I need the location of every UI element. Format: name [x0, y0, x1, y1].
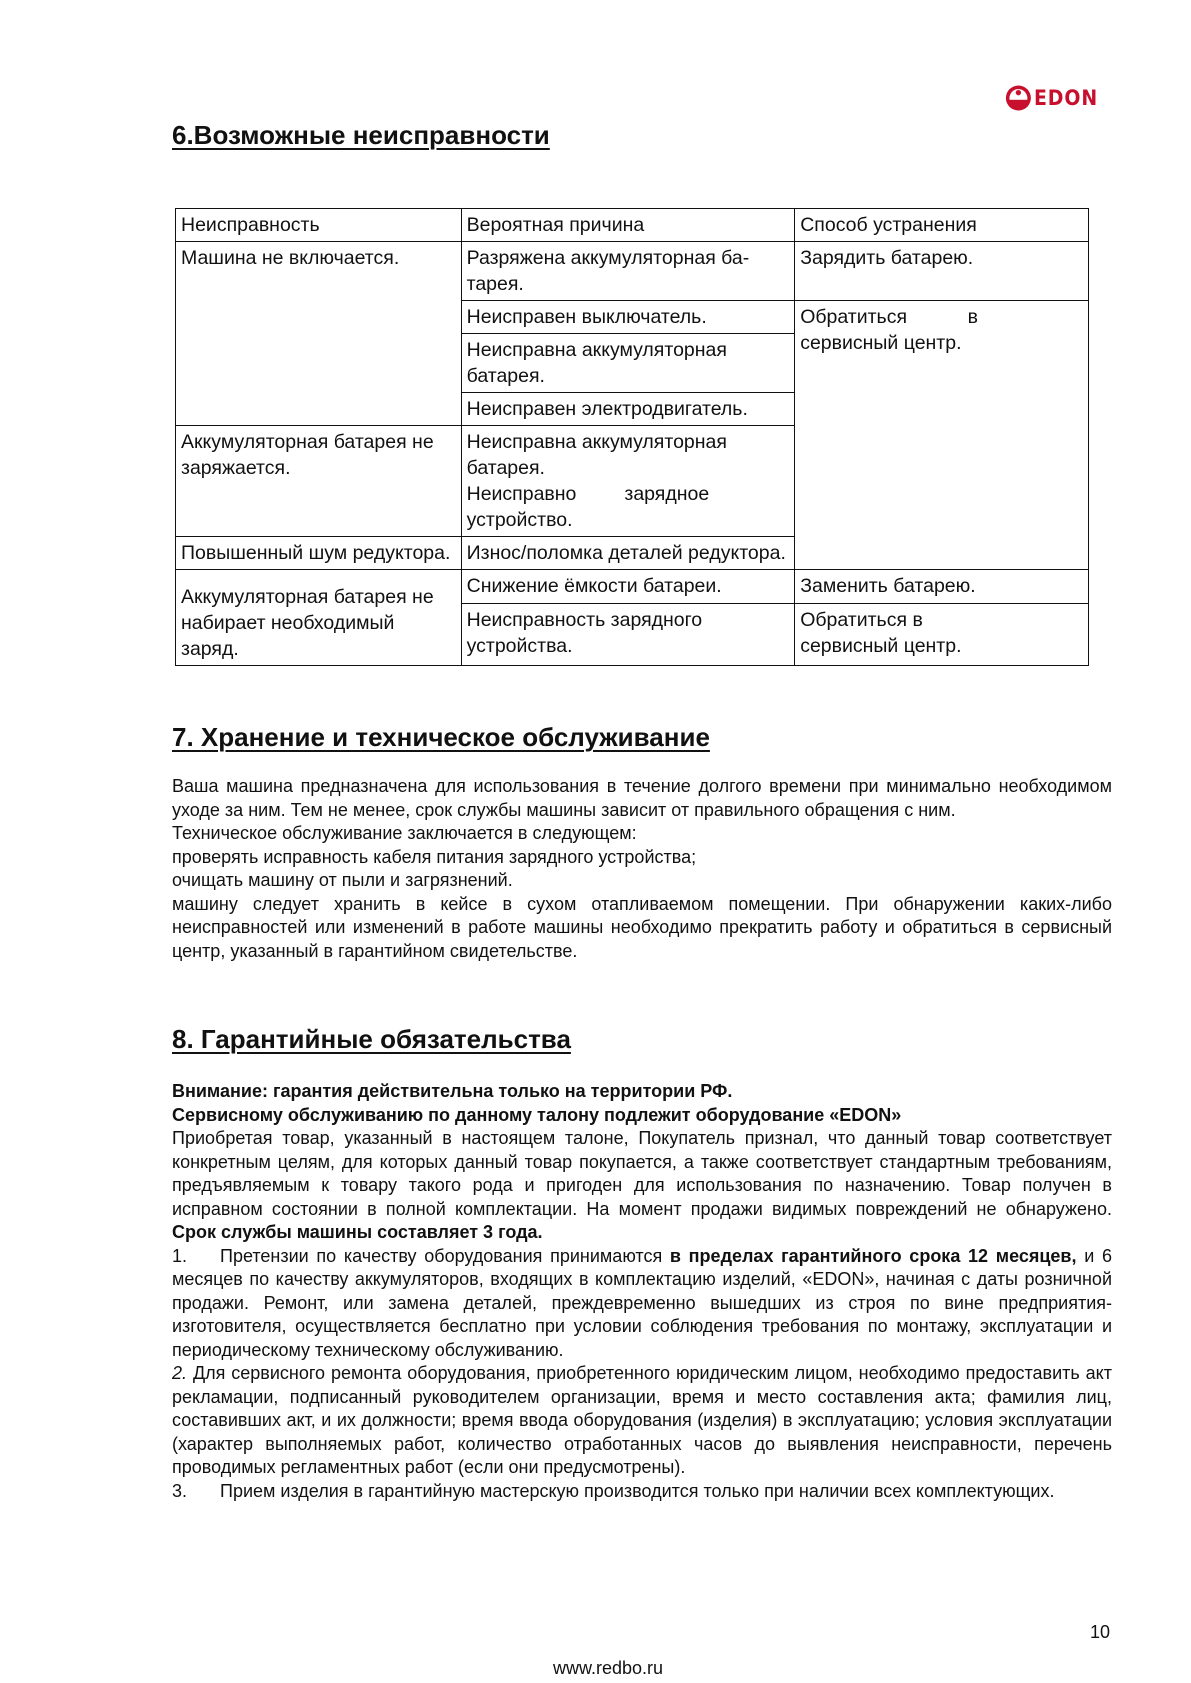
section-7-body — [172, 775, 1112, 963]
fix-cell: Обратиться в сервисный центр. — [795, 301, 1089, 570]
fault-cell: Машина не включается. — [176, 242, 462, 426]
section-8-body — [172, 1080, 1112, 1503]
list-item — [172, 1245, 1112, 1363]
cause-cell: Неисправен электродвигатель. — [461, 393, 795, 426]
paragraph: очищать машину от пыли и загрязнений. — [172, 870, 513, 890]
item-text: Прием изделия в гарантийную мастерскую производится только при наличии всех комплектующих. — [220, 1480, 1055, 1501]
item-number: 1. — [172, 1245, 188, 1266]
edon-logo — [1005, 82, 1105, 114]
cause-cell: Снижение ёмкости батареи. — [461, 570, 795, 604]
cause-cell: Неисправна аккумуляторная батарея. — [461, 334, 795, 393]
item-text: Претензии по качеству оборудования принимаются — [220, 1245, 663, 1266]
item-text: Для сервисного ремонта оборудования, приобретенного юридическим лицом, необходимо предоставить акт рекламации, подписанный руководителем организации, время и место составления акта; фамилия лиц, составивших акт, и их должности; время ввода оборудования (изделия) в эксплуатацию; условия эксплуатации (характер выполняемых работ, количество отработанных часов до выявления неисправности, перечень проводимых регламентных работ (если они предусмотрены). — [172, 1363, 1112, 1477]
fix-cell: Обратиться в сервисный центр. — [795, 604, 1089, 666]
cause-text: Неисправно зарядное устройство. — [466, 483, 710, 531]
header-cause: Вероятная причина — [461, 209, 795, 242]
item-text: и 6 месяцев по качеству аккумуляторов, входящих в комплектацию изделий, «EDON», начиная с даты розничной продажи. Ремонт, или замена деталей, преждевременно вышедших из строя по вине предприятия-изготовителя, осуществляется бесплатно при условии соблюдения требования по монтажу, эксплуатации и периодическому техническому обслуживанию. — [172, 1245, 1112, 1360]
section-7-title: 7. Хранение и техническое обслуживание — [172, 722, 710, 752]
cause-text: Неисправна аккумуляторная батарея. — [466, 431, 727, 479]
fix-cell: Зарядить батарею. — [795, 242, 1089, 301]
paragraph: Ваша машина предназначена для использования в течение долгого времени при минимально необходимом уходе за ним. Тем не менее, срок службы машины зависит от правильного обращения с ним. — [172, 776, 1112, 820]
paragraph: проверять исправность кабеля питания зарядного устройства; — [172, 846, 697, 867]
warning-text: Внимание: гарантия действительна только на территории РФ. — [172, 1081, 733, 1101]
warranty-term-text: в пределах гарантийного срока 12 месяцев, — [669, 1245, 1077, 1266]
paragraph: машину следует хранить в кейсе в сухом отапливаемом помещении. При обнаружении каких-либо неисправностей или изменений в работе машины необходимо прекратить работу и обратиться в сервисный центр, указанный в гарантийном свидетельстве. — [172, 893, 1112, 961]
cause-cell: Неисправен выключатель. — [461, 301, 795, 334]
fault-cell: Аккумуляторная батарея не набирает необходимый заряд. — [176, 570, 462, 666]
footer-url: www.redbo.ru — [553, 1658, 664, 1678]
fix-cell: Заменить батарею. — [795, 570, 1089, 604]
logo-text: EDON — [1033, 86, 1098, 110]
cause-cell: Неисправность зарядного устройства. — [461, 604, 795, 666]
paragraph — [172, 1127, 1112, 1245]
header-fault: Неисправность — [176, 209, 462, 242]
table-row — [176, 242, 1089, 301]
item-number: 2. — [172, 1363, 188, 1383]
paragraph: Техническое обслуживание заключается в следующем: — [172, 823, 637, 843]
fault-cell: Повышенный шум редуктора. — [176, 537, 462, 570]
edon-logo-icon — [1005, 83, 1032, 113]
table-row — [176, 570, 1089, 604]
cause-cell: Износ/поломка деталей редуктора. — [461, 537, 795, 570]
cause-cell — [461, 426, 795, 537]
section-8-title: 8. Гарантийные обязательства — [172, 1024, 571, 1054]
page-number: 10 — [1090, 1622, 1111, 1642]
list-item — [172, 1480, 1112, 1504]
table-header-row — [176, 209, 1089, 242]
paragraph-text: Приобретая товар, указанный в настоящем талоне, Покупатель признал, что данный товар соответствует конкретным целям, для которых данный товар покупается, а также соответствует стандартным требованиям, предъявляемым к товару такого рода и пригоден для использования по назначению. Товар получен в исправном состоянии в полной комплектации. На момент продажи видимых повреждений не обнаружено. — [172, 1128, 1112, 1219]
section-6-title: 6.Возможные неисправности — [172, 120, 550, 150]
service-text: Сервисному обслуживанию по данному талону подлежит оборудование «EDON» — [172, 1104, 902, 1125]
faults-table — [175, 208, 1089, 666]
cause-cell: Разряжена аккумуляторная ба-тарея. — [461, 242, 795, 301]
service-life-text: Срок службы машины составляет 3 года. — [172, 1222, 543, 1242]
fault-cell: Аккумуляторная батарея не заряжается. — [176, 426, 462, 537]
item-number: 3. — [172, 1480, 188, 1501]
list-item — [172, 1362, 1112, 1480]
header-fix: Способ устранения — [795, 209, 1089, 242]
